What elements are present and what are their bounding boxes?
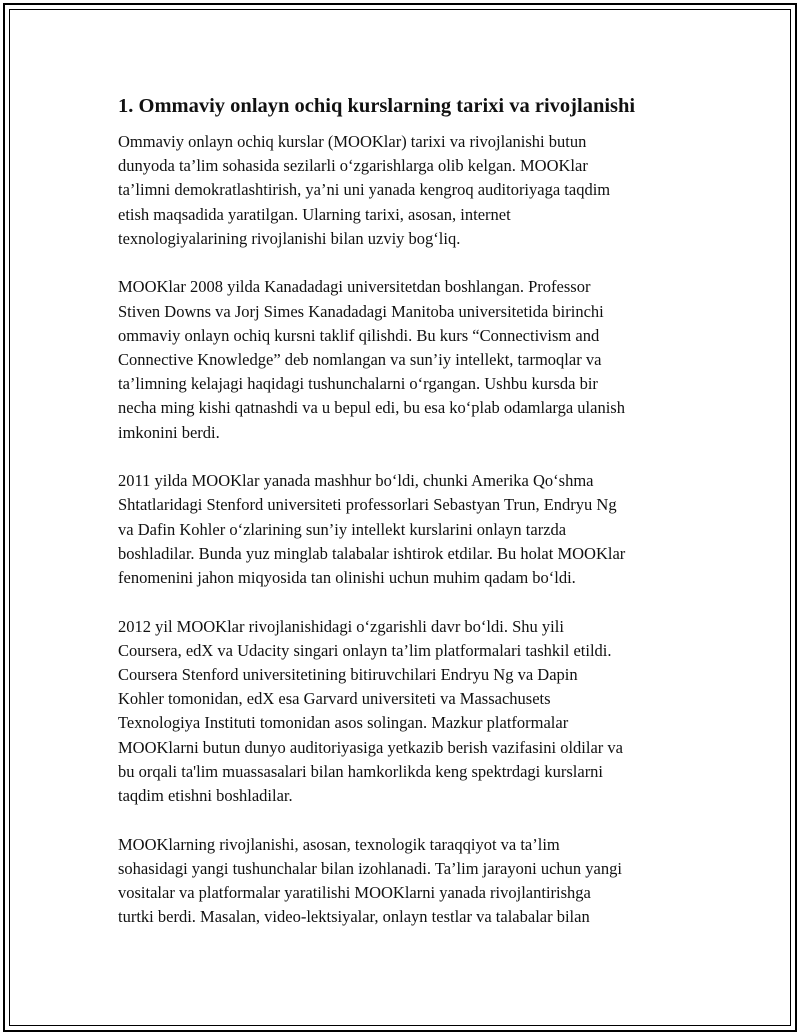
text-line: MOOKlarning rivojlanishi, asosan, texnologik taraqqiyot va ta’lim xyxy=(118,834,560,854)
text-line: Coursera Stenford universitetining bitiruvchilari Endryu Ng va Dapin xyxy=(118,665,578,685)
text-line: MOOKlar 2008 yilda Kanadadagi universitetdan boshlangan. Professor xyxy=(118,277,591,297)
paragraph-5 xyxy=(118,833,693,930)
text-line: taqdim etishni boshladilar. xyxy=(118,786,293,806)
text-line: Connective Knowledge” deb nomlangan va sun’iy intellekt, tarmoqlar va xyxy=(118,350,602,370)
text-line: necha ming kishi qatnashdi va u bepul edi, bu esa ko‘plab odamlarga ulanish xyxy=(118,398,625,418)
text-line: ta’limni demokratlashtirish, ya’ni uni yanada kengroq auditoriyaga taqdim xyxy=(118,180,611,200)
text-line: Coursera, edX va Udacity singari onlayn ta’lim platformalari tashkil etildi. xyxy=(118,640,612,660)
text-line: bu orqali ta'lim muassasalari bilan hamkorlikda keng spektrdagi kurslarni xyxy=(118,761,604,781)
text-line: turtki berdi. Masalan, video-lektsiyalar, onlayn testlar va talabalar bilan xyxy=(118,907,590,927)
text-line: 2011 yilda MOOKlar yanada mashhur bo‘ldi, chunki Amerika Qo‘shma xyxy=(118,471,594,491)
text-line: vositalar va platformalar yaratilishi MOOKlarni yanada rivojlantirishga xyxy=(118,883,591,903)
section-heading: 1. Ommaviy onlayn ochiq kurslarning tarixi va rivojlanishi xyxy=(118,95,636,117)
paragraph-1 xyxy=(118,130,693,251)
paragraph-3 xyxy=(118,469,693,590)
text-line: va Dafin Kohler o‘zlarining sun’iy intellekt kurslarini onlayn tarzda xyxy=(118,519,567,539)
text-line: Ommaviy onlayn ochiq kurslar (MOOKlar) tarixi va rivojlanishi butun xyxy=(118,132,587,151)
text-line: dunyoda ta’lim sohasida sezilarli o‘zgarishlarga olib kelgan. MOOKlar xyxy=(118,156,588,176)
text-line: 2012 yil MOOKlar rivojlanishidagi o‘zgarishli davr bo‘ldi. Shu yili xyxy=(118,616,564,636)
text-line: boshladilar. Bunda yuz minglab talabalar ishtirok etdilar. Bu holat MOOKlar xyxy=(118,543,626,563)
text-line: imkonini berdi. xyxy=(118,422,220,442)
text-line: Shtatlaridagi Stenford universiteti professorlari Sebastyan Trun, Endryu Ng xyxy=(118,495,617,515)
text-line: MOOKlarni butun dunyo auditoriyasiga yetkazib berish vazifasini oldilar va xyxy=(118,737,623,757)
text-line: ommaviy onlayn ochiq kursni taklif qilishdi. Bu kurs “Connectivism and xyxy=(118,325,600,345)
text-line: Stiven Downs va Jorj Simes Kanadadagi Manitoba universitetida birinchi xyxy=(118,301,604,321)
text-line: Texnologiya Instituti tomonidan asos solingan. Mazkur platformalar xyxy=(118,713,569,733)
text-line: fenomenini jahon miqyosida tan olinishi uchun muhim qadam bo‘ldi. xyxy=(118,568,576,588)
text-line: Kohler tomonidan, edX esa Garvard universiteti va Massachusets xyxy=(118,689,551,709)
paragraph-4 xyxy=(118,615,693,809)
text-line: ta’limning kelajagi haqidagi tushunchalarni o‘rgangan. Ushbu kursda bir xyxy=(118,374,598,394)
text-line: sohasidagi yangi tushunchalar bilan izohlanadi. Ta’lim jarayoni uchun yangi xyxy=(118,858,622,878)
paragraph-2 xyxy=(118,275,693,444)
text-line: etish maqsadida yaratilgan. Ularning tarixi, asosan, internet xyxy=(118,204,511,224)
document-body xyxy=(118,92,693,954)
text-line: texnologiyalarining rivojlanishi bilan uzviy bog‘liq. xyxy=(118,228,461,248)
